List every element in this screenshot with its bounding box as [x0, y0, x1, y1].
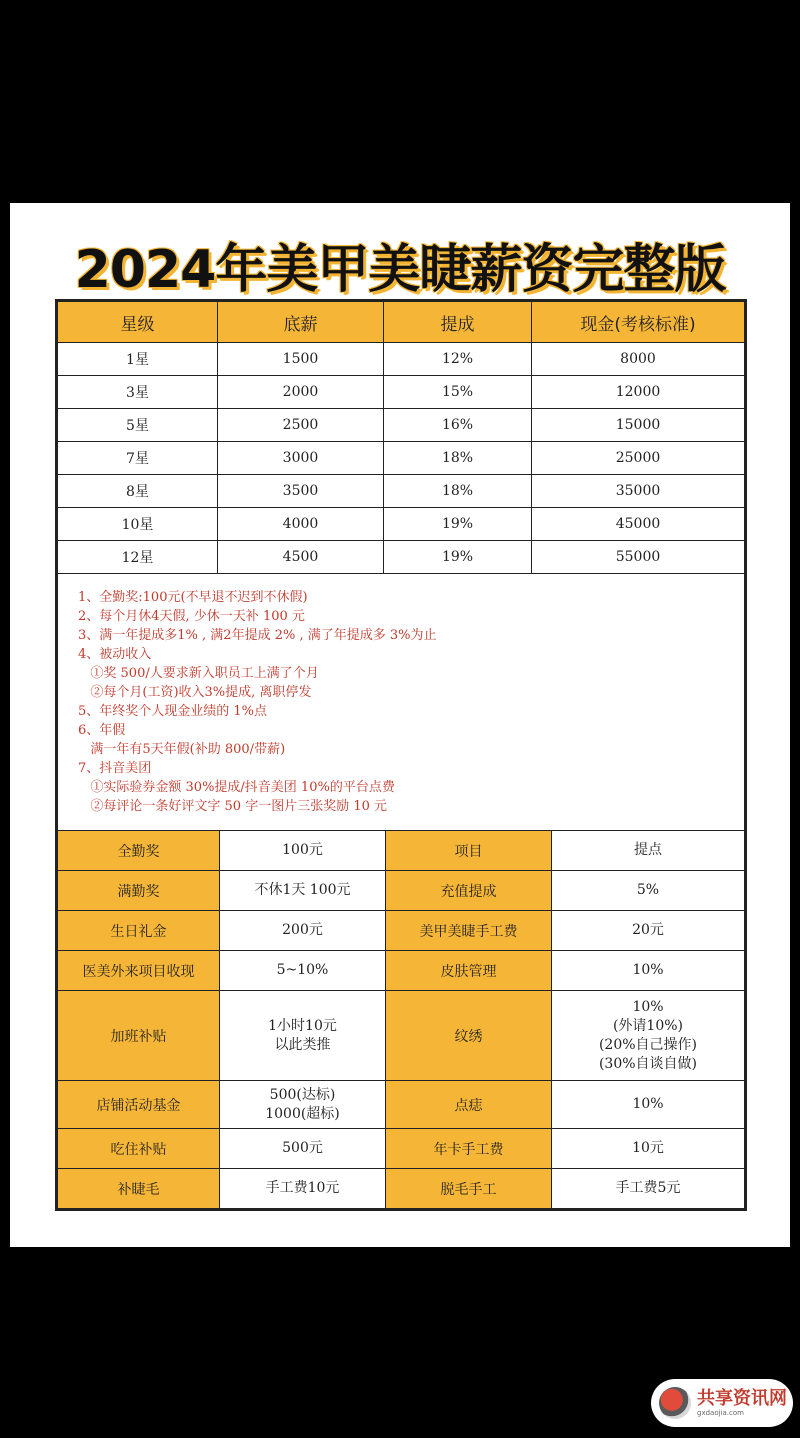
benefit-value-line: (外请10%) — [612, 1017, 684, 1034]
table-cell: 15000 — [532, 409, 745, 442]
table-cell: 5星 — [58, 409, 218, 442]
table-cell: 16% — [384, 409, 532, 442]
table-cell: 4500 — [218, 541, 384, 574]
benefit-value — [552, 991, 745, 1081]
benefit-label: 项目 — [386, 831, 552, 871]
note-line: 7、抖音美团 — [78, 761, 152, 776]
table-cell: 1星 — [58, 343, 218, 376]
table-cell: 2500 — [218, 409, 384, 442]
benefit-label: 美甲美睫手工费 — [386, 911, 552, 951]
table-row — [58, 409, 745, 442]
benefit-value-line: 5~10% — [276, 962, 329, 978]
table-cell: 19% — [384, 508, 532, 541]
table-cell: 19% — [384, 541, 532, 574]
benefit-value-line: (30%自谈自做) — [598, 1055, 698, 1072]
notes-section — [57, 574, 745, 830]
benefit-label: 医美外来项目收现 — [58, 951, 220, 991]
benefit-value — [220, 951, 386, 991]
note-line: ①实际验券金额 30%提成/抖音美团 10%的平台点费 — [78, 780, 395, 795]
table-cell: 3星 — [58, 376, 218, 409]
share-logo-icon — [659, 1387, 691, 1419]
table-cell: 10星 — [58, 508, 218, 541]
table-cell: 8星 — [58, 475, 218, 508]
benefit-value — [220, 831, 386, 871]
note-line: ②每评论一条好评文字 50 字一图片三张奖励 10 元 — [78, 799, 388, 814]
table-cell: 12星 — [58, 541, 218, 574]
benefit-value-line: 500元 — [282, 1140, 323, 1156]
table-cell: 25000 — [532, 442, 745, 475]
note-line: 5、年终奖个人现金业绩的 1%点 — [78, 704, 268, 719]
benefit-label: 年卡手工费 — [386, 1129, 552, 1169]
benefit-row — [58, 1169, 745, 1209]
table-cell: 7星 — [58, 442, 218, 475]
benefit-value — [552, 1129, 745, 1169]
benefit-label: 皮肤管理 — [386, 951, 552, 991]
benefit-value — [220, 871, 386, 911]
header-cell: 提成 — [384, 302, 532, 343]
benefit-value — [220, 911, 386, 951]
table-row — [58, 475, 745, 508]
benefit-label: 全勤奖 — [58, 831, 220, 871]
header-cell: 底薪 — [218, 302, 384, 343]
benefit-label: 脱毛手工 — [386, 1169, 552, 1209]
table-cell: 3500 — [218, 475, 384, 508]
benefit-value-line: 手工费5元 — [615, 1180, 681, 1196]
table-cell: 2000 — [218, 376, 384, 409]
table-row — [58, 442, 745, 475]
benefit-label: 纹绣 — [386, 991, 552, 1081]
benefit-value-line: 1000(超标) — [265, 1105, 340, 1122]
benefit-value-line: 10元 — [632, 1140, 664, 1156]
benefit-value-line: 提点 — [634, 842, 662, 858]
benefit-row — [58, 1129, 745, 1169]
table-cell: 18% — [384, 442, 532, 475]
salary-table — [57, 301, 745, 574]
benefit-row — [58, 1081, 745, 1129]
benefit-value-line: 10% — [632, 1096, 664, 1112]
benefit-row — [58, 951, 745, 991]
salary-table-header — [58, 302, 745, 343]
benefit-value — [220, 1081, 386, 1129]
benefit-label: 点痣 — [386, 1081, 552, 1129]
benefit-value — [552, 951, 745, 991]
table-row — [58, 343, 745, 376]
note-line: 满一年有5天年假(补助 800/带薪) — [78, 742, 286, 757]
watermark-logo — [651, 1379, 793, 1427]
benefit-value-line: (20%自己操作) — [598, 1036, 698, 1053]
watermark-name: 共享资讯网 — [697, 1387, 787, 1409]
table-cell: 18% — [384, 475, 532, 508]
benefit-value-line: 200元 — [282, 922, 323, 938]
benefit-label: 加班补贴 — [58, 991, 220, 1081]
benefit-label: 生日礼金 — [58, 911, 220, 951]
table-cell: 12% — [384, 343, 532, 376]
table-row — [58, 376, 745, 409]
benefit-value-line: 100元 — [282, 842, 323, 858]
benefit-value-line: 以此类推 — [274, 1036, 331, 1053]
table-cell: 15% — [384, 376, 532, 409]
benefit-value-line: 不休1天 100元 — [254, 882, 351, 898]
page-title: 2024年美甲美睫薪资完整版 — [74, 240, 726, 300]
benefit-value-line: 10% — [632, 962, 664, 978]
table-cell: 12000 — [532, 376, 745, 409]
note-line: 2、每个月休4天假, 少休一天补 100 元 — [78, 609, 305, 624]
header-cell: 现金(考核标准) — [532, 302, 745, 343]
table-cell: 45000 — [532, 508, 745, 541]
header-cell: 星级 — [58, 302, 218, 343]
benefits-table — [57, 830, 745, 1209]
table-cell: 3000 — [218, 442, 384, 475]
benefit-value-line: 手工费10元 — [265, 1180, 340, 1196]
benefit-value-line: 1小时10元 — [268, 1017, 337, 1034]
benefit-row — [58, 831, 745, 871]
benefit-value — [220, 1129, 386, 1169]
benefit-value — [552, 1169, 745, 1209]
benefit-value-line: 10% — [632, 998, 664, 1015]
benefit-value-line: 500(达标) — [269, 1086, 336, 1103]
benefit-value — [220, 991, 386, 1081]
benefit-row — [58, 991, 745, 1081]
benefit-label: 店铺活动基金 — [58, 1081, 220, 1129]
note-line: 1、全勤奖:100元(不早退不迟到不休假) — [78, 590, 308, 605]
benefit-label: 吃住补贴 — [58, 1129, 220, 1169]
table-cell: 8000 — [532, 343, 745, 376]
table-cell: 35000 — [532, 475, 745, 508]
benefit-value — [552, 831, 745, 871]
benefit-label: 充值提成 — [386, 871, 552, 911]
table-row — [58, 508, 745, 541]
benefit-label: 补睫毛 — [58, 1169, 220, 1209]
benefit-row — [58, 871, 745, 911]
benefit-value-line: 5% — [636, 882, 660, 898]
salary-sheet — [10, 203, 790, 1247]
benefit-value — [552, 911, 745, 951]
table-frame — [55, 299, 747, 1211]
benefit-value-line: 20元 — [632, 922, 664, 938]
note-line: ②每个月(工资)收入3%提成, 离职停发 — [78, 685, 312, 700]
table-cell: 55000 — [532, 541, 745, 574]
benefit-row — [58, 911, 745, 951]
note-line: 4、被动收入 — [78, 647, 152, 662]
note-line: 3、满一年提成多1% , 满2年提成 2% , 满了年提成多 3%为止 — [78, 628, 437, 643]
note-line: 6、年假 — [78, 723, 126, 738]
watermark-domain: gxdaojia.com — [697, 1408, 744, 1417]
benefit-label: 满勤奖 — [58, 871, 220, 911]
table-cell: 4000 — [218, 508, 384, 541]
benefit-value — [552, 1081, 745, 1129]
table-cell: 1500 — [218, 343, 384, 376]
table-row — [58, 541, 745, 574]
benefit-value — [220, 1169, 386, 1209]
note-line: ①奖 500/人要求新入职员工上满了个月 — [78, 666, 319, 681]
benefit-value — [552, 871, 745, 911]
